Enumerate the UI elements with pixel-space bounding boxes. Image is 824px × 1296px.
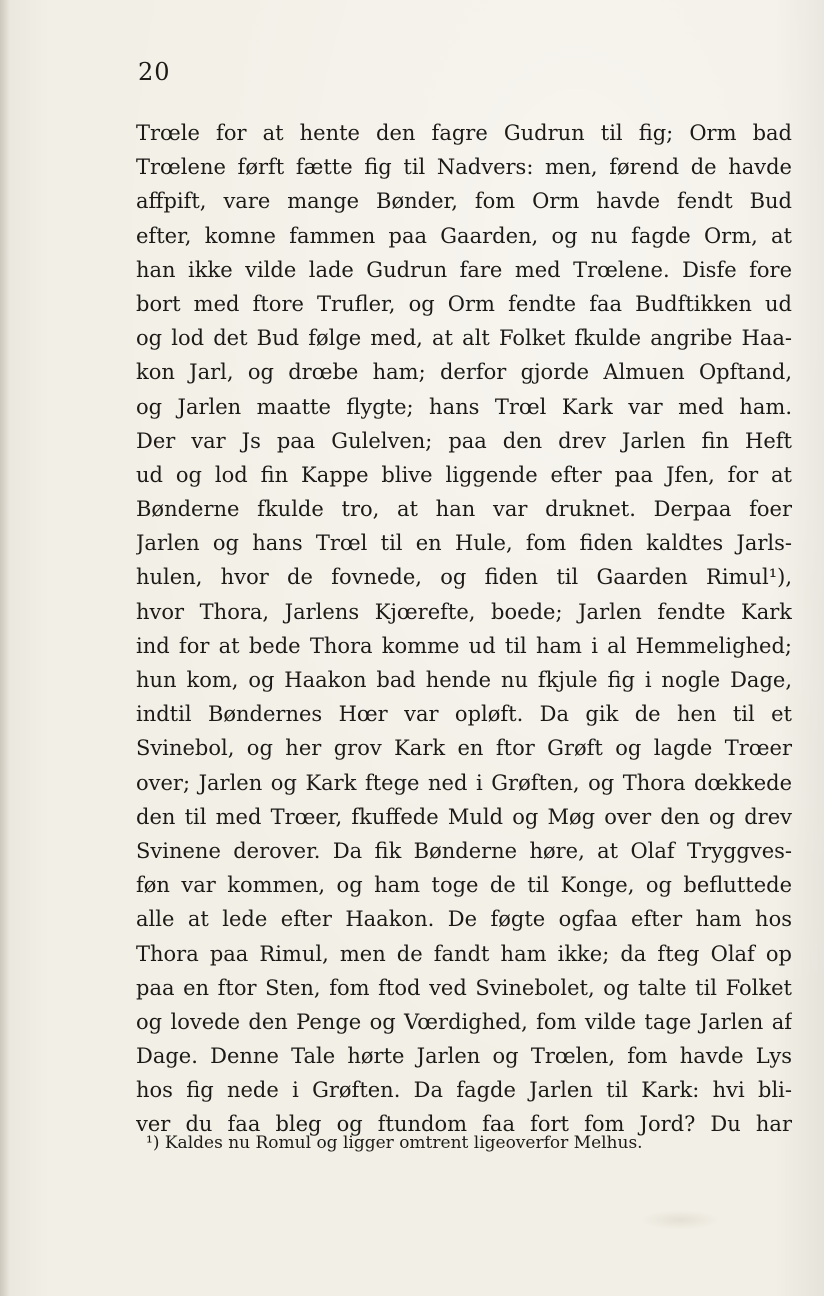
text-line: affpift, vare mange Bønder, fom Orm havde fendt Bud <box>136 189 792 214</box>
text-line: Trœlene førft fætte fig til Nadvers: men, førend de havde <box>136 155 792 180</box>
text-line: hun kom, og Haakon bad hende nu fkjule fig i nogle Dage, <box>136 668 792 692</box>
text-line: Svinebol, og her grov Kark en ftor Grøft og lagde Trœer <box>136 736 792 761</box>
text-line: Der var Js paa Gulelven; paa den drev Jarlen fin Heft <box>136 428 792 453</box>
text-line: over; Jarlen og Kark ftege ned i Grøften, og Thora dœkkede <box>136 770 792 795</box>
text-line: han ikke vilde lade Gudrun fare med Trœlene. Disfe fore <box>136 257 792 282</box>
text-line: kon Jarl, og drœbe ham; derfor gjorde Almuen Opftand, <box>136 360 792 385</box>
text-line: alle at lede efter Haakon. De føgte ogfaa efter ham hos <box>136 907 792 932</box>
text-line: bort med ftore Trufler, og Orm fendte faa Budftikken ud <box>136 291 792 316</box>
text-line: hulen, hvor de fovnede, og fiden til Gaarden Rimul¹), <box>136 565 792 590</box>
text-line: ud og lod fin Kappe blive liggende efter paa Jfen, for at <box>136 462 792 487</box>
text-line: Jarlen og hans Trœl til en Hule, fom fiden kaldtes Jarls- <box>136 531 792 556</box>
text-line: Svinene derover. Da fik Bønderne høre, at Olaf Tryggves- <box>136 838 792 863</box>
page-edge-shadow <box>0 0 10 1296</box>
page-number: 20 <box>138 58 171 86</box>
text-line: ver du faa bleg og ftundom faa fort fom Jord? Du har <box>136 1112 792 1137</box>
text-line: og lovede den Penge og Vœrdighed, fom vilde tage Jarlen af <box>136 1009 792 1034</box>
text-line: Trœle for at hente den fagre Gudrun til fig; Orm bad <box>136 121 792 145</box>
text-line: hos fig nede i Grøften. Da fagde Jarlen til Kark: hvi bli- <box>136 1078 792 1103</box>
text-line: og lod det Bud følge med, at alt Folket fkulde angribe Haa- <box>136 326 792 351</box>
body-text <box>136 116 792 1142</box>
footnote-marker: ¹) <box>146 1133 160 1153</box>
footnote-text: Kaldes nu Romul og ligger omtrent ligeoverfor Melhus. <box>164 1133 643 1153</box>
text-line: Bønderne fkulde tro, at han var druknet. Derpaa foer <box>136 497 792 522</box>
text-line: efter, komne fammen paa Gaarden, og nu fagde Orm, at <box>136 223 792 248</box>
text-line: hvor Thora, Jarlens Kjœrefte, boede; Jarlen fendte Kark <box>136 599 792 624</box>
text-line: og Jarlen maatte flygte; hans Trœl Kark var med ham. <box>136 394 792 419</box>
text-line: paa en ftor Sten, fom ftod ved Svinebolet, og talte til Folket <box>136 975 792 1000</box>
footnote <box>146 1130 786 1156</box>
text-line: indtil Bøndernes Hœr var opløft. Da gik de hen til et <box>136 702 792 727</box>
text-line: Dage. Denne Tale hørte Jarlen og Trœlen, fom havde Lys <box>136 1044 792 1069</box>
text-line: føn var kommen, og ham toge de til Konge, og befluttede <box>136 873 792 898</box>
text-line: Thora paa Rimul, men de fandt ham ikke; da fteg Olaf op <box>136 941 792 966</box>
text-line: den til med Trœer, fkuffede Muld og Møg over den og drev <box>136 804 792 829</box>
text-line: ind for at bede Thora komme ud til ham i al Hemmelighed; <box>136 633 792 658</box>
paper-stain <box>640 1210 720 1230</box>
